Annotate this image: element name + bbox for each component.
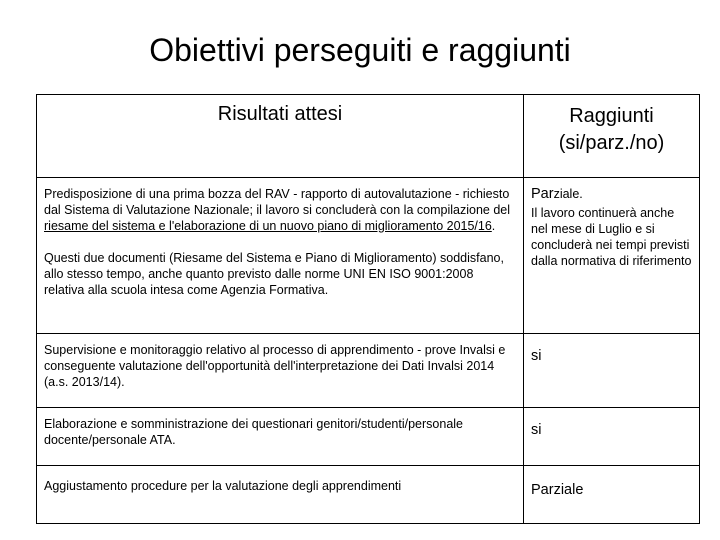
row1-answer-note: Il lavoro continuerà anche nel mese di Luglio e si concluderà nei tempi previsti dalla normativa di riferimento	[531, 206, 692, 268]
results-table	[36, 94, 700, 524]
header-expected-results: Risultati attesi	[37, 95, 524, 178]
row1-underlined-text: riesame del sistema e l'elaborazione di un nuovo piano di miglioramento 2015/16	[44, 219, 492, 233]
row2-expected: Supervisione e monitoraggio relativo al processo di apprendimento - prove Invalsi e conseguente valutazione dell'opportunità dell'interpretazione dei Dati Invalsi 2014 (a.s. 2013/14).	[37, 334, 524, 408]
row1-answer-big: Par	[531, 186, 554, 202]
table-header-row	[37, 95, 700, 178]
table-row	[37, 466, 700, 524]
row4-expected: Aggiustamento procedure per la valutazione degli apprendimenti	[37, 466, 524, 524]
row1-answer-small: ziale.	[553, 187, 583, 201]
row1-paragraph1	[44, 186, 517, 234]
row2-achieved: si	[524, 334, 700, 408]
row1-answer	[531, 186, 693, 202]
row4-achieved: Parziale	[524, 466, 700, 524]
table-row	[37, 178, 700, 334]
row3-achieved: si	[524, 408, 700, 466]
header-achieved	[524, 95, 700, 178]
row1-text-a: Predisposizione di una prima bozza del RAV - rapporto di autovalutazione - richiesto dal Sistema di Valutazione Nazionale; il lavoro si concluderà con la compilazione del	[44, 187, 510, 217]
header-achieved-line2: (si/parz./no)	[558, 132, 665, 154]
row1-achieved	[524, 178, 700, 334]
row1-expected	[37, 178, 524, 334]
row1-paragraph2: Questi due documenti (Riesame del Sistema e Piano di Miglioramento) soddisfano, allo stesso tempo, anche quanto previsto dalle norme UNI EN ISO 9001:2008 relativa alla scuola intesa come Agenzia Formativa.	[44, 251, 504, 297]
table-row	[37, 408, 700, 466]
header-achieved-line1: Raggiunti	[569, 105, 654, 127]
row1-text-b: .	[491, 219, 496, 233]
page-title: Obiettivi perseguiti e raggiunti	[149, 32, 571, 68]
row3-expected: Elaborazione e somministrazione dei questionari genitori/studenti/personale docente/personale ATA.	[37, 408, 524, 466]
table-row	[37, 334, 700, 408]
